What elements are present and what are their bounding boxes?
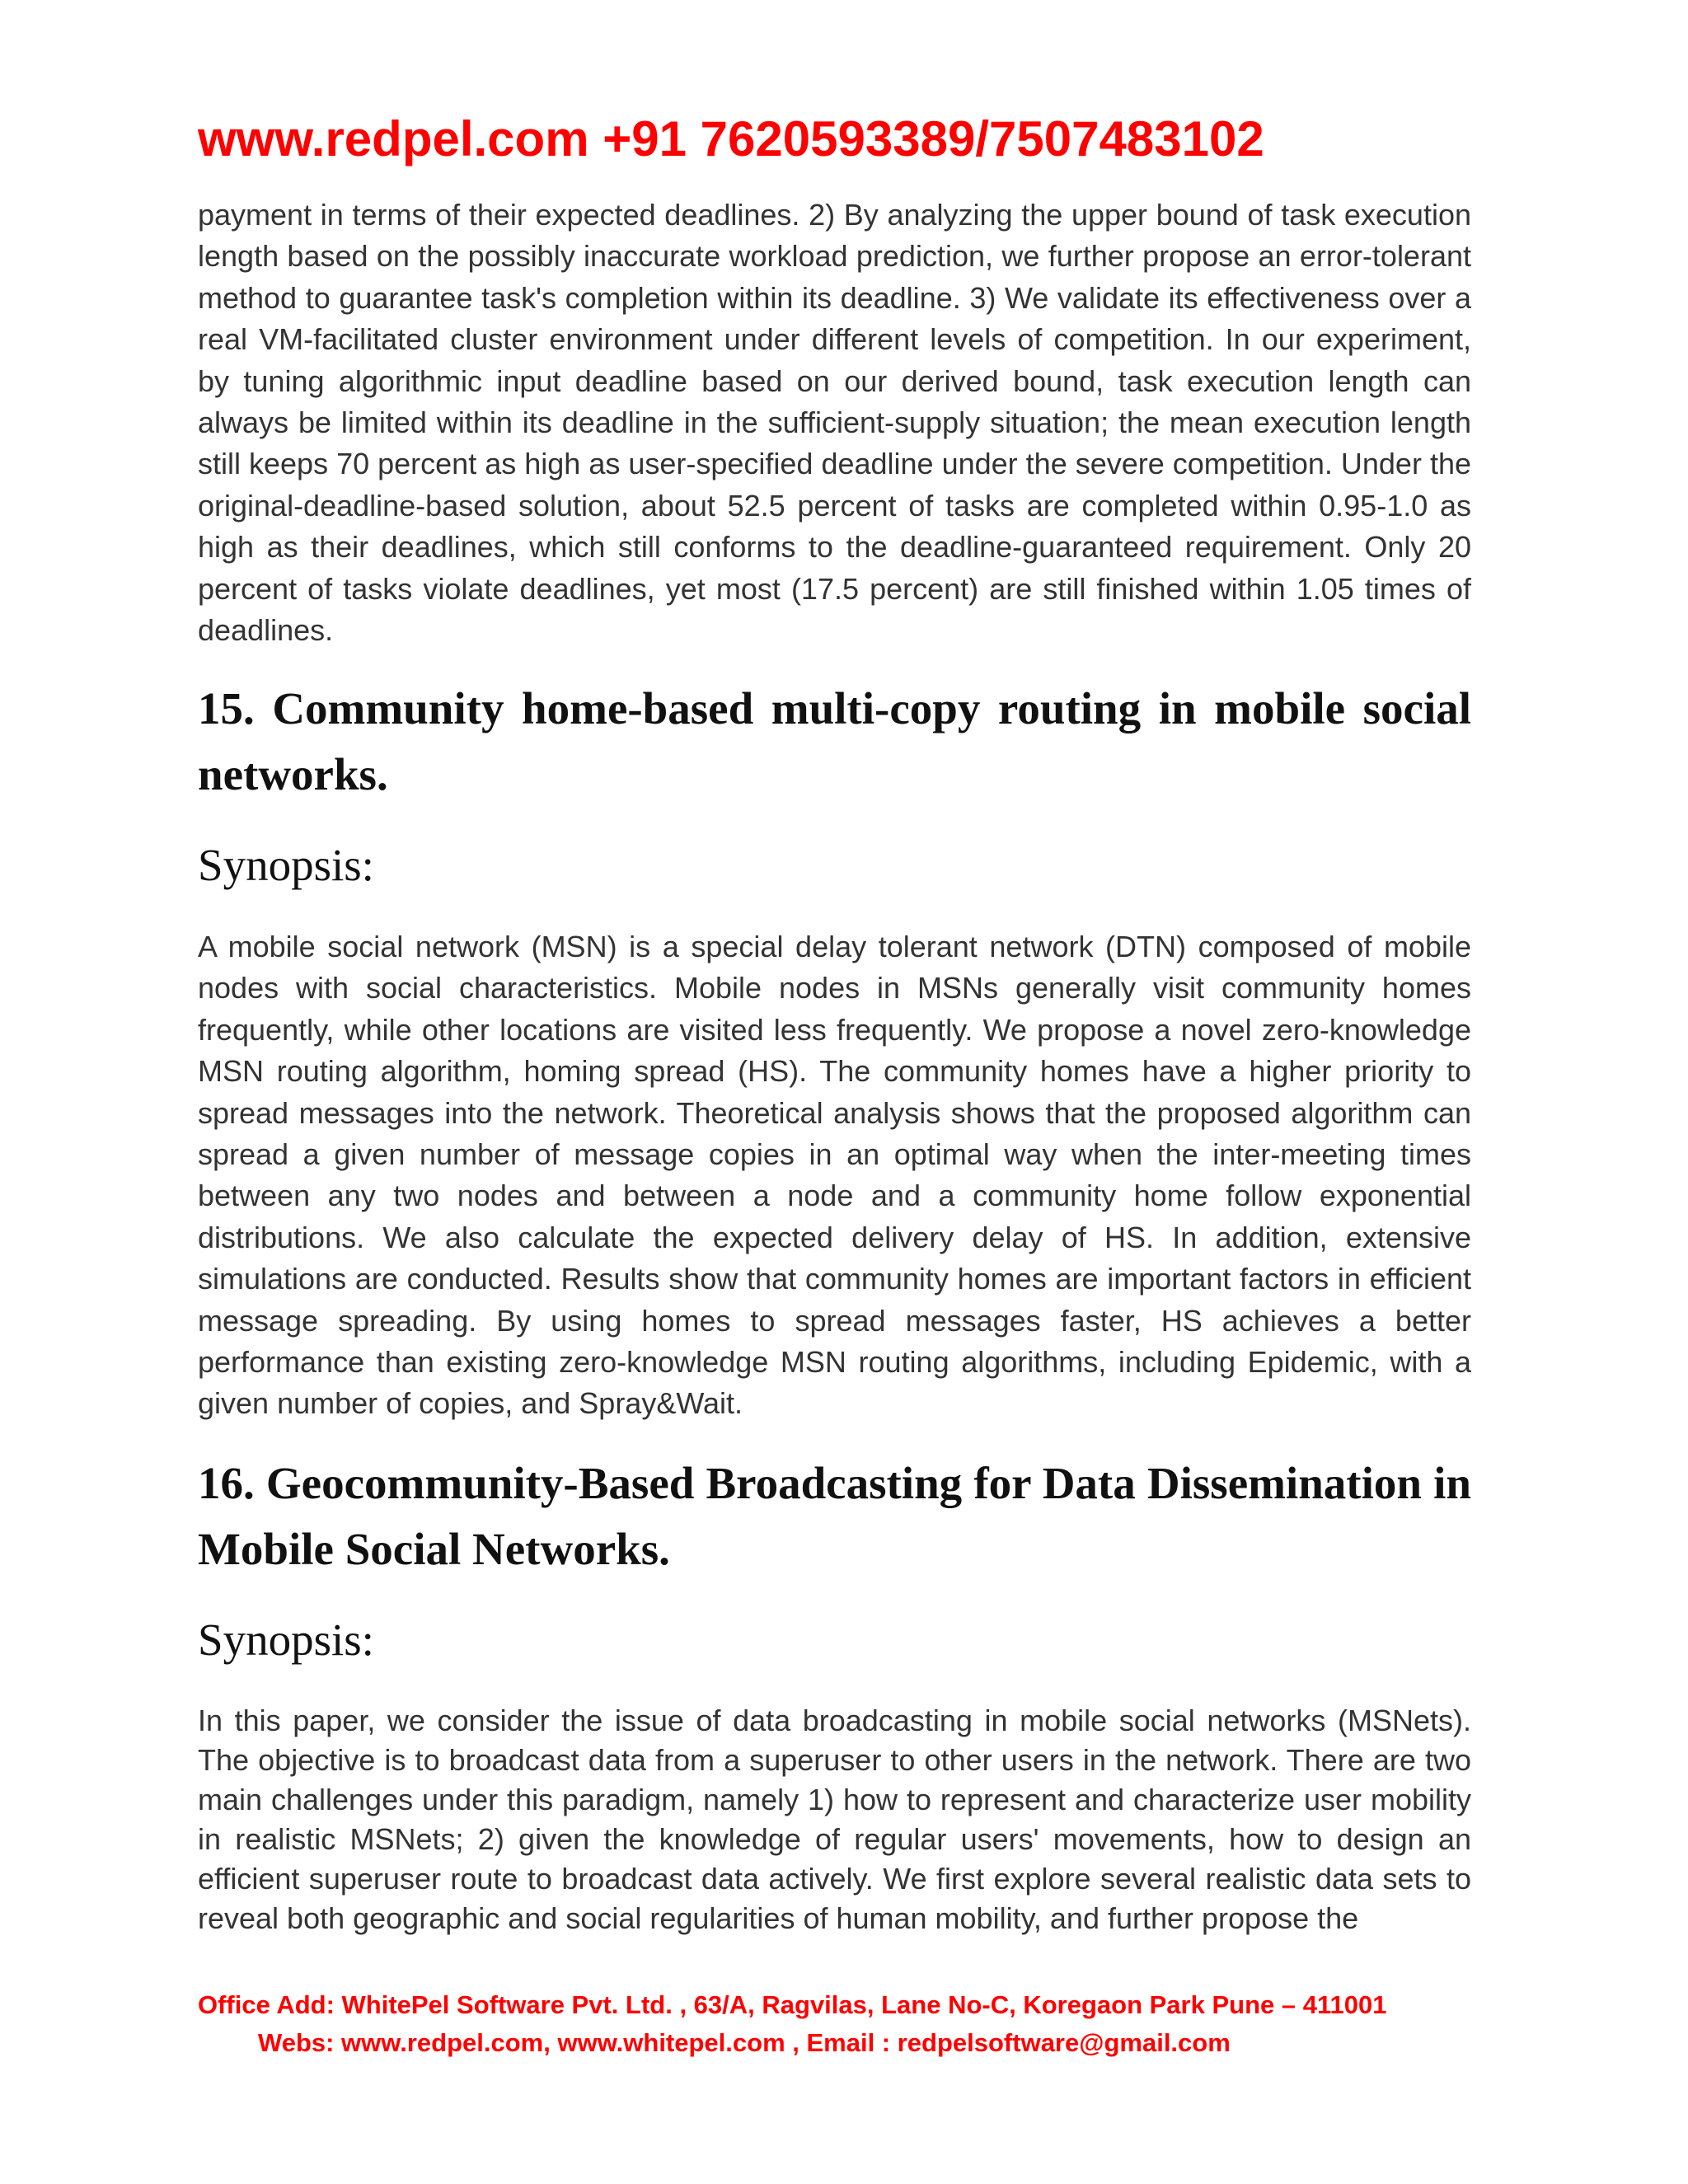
page-header-contact: www.redpel.com +91 7620593389/7507483102 [198, 111, 1264, 166]
intro-paragraph: payment in terms of their expected deadlines. 2) By analyzing the upper bound of task execution length based on the possibly inaccurate workload prediction, we further propose an error-tolerant method to guarantee task's completion within its deadline. 3) We validate its effectiveness over a real VM-facilitated cluster environment under different levels of competition. In our experiment, by tuning algorithmic input deadline based on our derived bound, task execution length can always be limited within its deadline in the sufficient-supply situation; the mean execution length still keeps 70 percent as high as user-specified deadline under the severe competition. Under the original-deadline-based solution, about 52.5 percent of tasks are completed within 0.95-1.0 as high as their deadlines, which still conforms to the deadline-guaranteed requirement. Only 20 percent of tasks violate deadlines, yet most (17.5 percent) are still finished within 1.05 times of deadlines. [198, 198, 1471, 648]
section-15-title: 15. Community home-based multi-copy routing in mobile social networks. [198, 683, 1471, 799]
footer-websites-email: Webs: www.redpel.com, www.whitepel.com , Email : redpelsoftware@gmail.com [258, 2028, 1231, 2057]
section-16-synopsis-label: Synopsis: [198, 1615, 374, 1665]
section-15-synopsis-label: Synopsis: [198, 840, 374, 890]
section-15-paragraph: A mobile social network (MSN) is a special delay tolerant network (DTN) composed of mobile nodes with social characteristics. Mobile nodes in MSNs generally visit community homes frequently, while other locations are visited less frequently. We propose a novel zero-knowledge MSN routing algorithm, homing spread (HS). The community homes have a higher priority to spread messages into the network. Theoretical analysis shows that the proposed algorithm can spread a given number of message copies in an optimal way when the inter-meeting times between any two nodes and between a node and a community home follow exponential distributions. We also calculate the expected delivery delay of HS. In addition, extensive simulations are conducted. Results show that community homes are important factors in efficient message spreading. By using homes to spread messages faster, HS achieves a better performance than existing zero-knowledge MSN routing algorithms, including Epidemic, with a given number of copies, and Spray&Wait. [198, 930, 1471, 1421]
section-16-paragraph: In this paper, we consider the issue of data broadcasting in mobile social networks (MSNets). The objective is to broadcast data from a superuser to other users in the network. There are two main challenges under this paradigm, namely 1) how to represent and characterize user mobility in realistic MSNets; 2) given the knowledge of regular users' movements, how to design an efficient superuser route to broadcast data actively. We first explore several realistic data sets to reveal both geographic and social regularities of human mobility, and further propose the [198, 1704, 1471, 1935]
section-16-title: 16. Geocommunity-Based Broadcasting for Data Dissemination in Mobile Social Networks. [198, 1458, 1471, 1574]
footer-office-address: Office Add: WhitePel Software Pvt. Ltd. , 63/A, Ragvilas, Lane No-C, Koregaon Park Pune – 411001 [198, 1990, 1387, 2019]
